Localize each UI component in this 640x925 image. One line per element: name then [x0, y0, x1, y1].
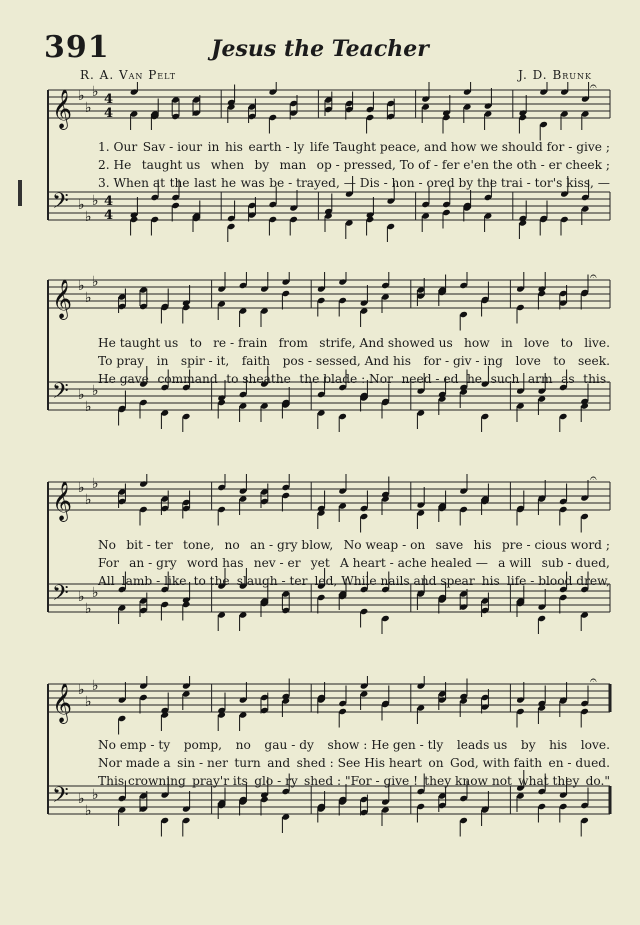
flat-icon: ♭	[78, 682, 85, 698]
lyric-syllable: This crowning	[98, 774, 186, 788]
lyric-syllable: All	[98, 574, 115, 588]
lyric-syllable: to	[560, 336, 573, 350]
music-system-2	[0, 272, 640, 432]
lyric-syllable: this.	[583, 372, 610, 386]
staff-notation	[0, 272, 640, 432]
lyric-syllable: pre - cious word ;	[501, 538, 610, 552]
flat-icon: ♭	[78, 88, 85, 104]
lyric-syllable: in	[500, 336, 513, 350]
lyric-syllable: command	[157, 372, 218, 386]
flat-icon: ♭	[85, 399, 92, 415]
verse-line	[98, 774, 610, 788]
flat-icon: ♭	[85, 803, 92, 819]
music-composer: J. D. Brunk	[518, 68, 592, 82]
lyric-syllable: A heart - ache healed —	[339, 556, 488, 570]
lyric-syllable: yet	[310, 556, 330, 570]
lyric-syllable: an - gry blow,	[250, 538, 334, 552]
lyric-syllable: be - trayed, — Dis - hon - ored by the trai - tor's kiss, —	[269, 176, 610, 190]
lyric-syllable: No emp - ty	[98, 738, 171, 752]
lyric-syllable: shed : See His heart	[296, 756, 422, 770]
treble-clef-icon: 𝄞	[52, 279, 73, 319]
lyric-syllable: last	[194, 176, 217, 190]
lyric-syllable: life Taught peace, and how we should for - give ;	[309, 140, 610, 154]
lyric-syllable: led, While nails and spear	[314, 574, 475, 588]
flat-icon: ♭	[85, 209, 92, 225]
lyric-syllable: for - giv - ing	[423, 354, 503, 368]
lyric-syllable: how	[464, 336, 490, 350]
flat-icon: ♭	[85, 100, 92, 116]
lyric-syllable: seek.	[578, 354, 610, 368]
bass-clef-icon: 𝄢	[52, 379, 69, 409]
lyric-syllable: gau - dy	[264, 738, 314, 752]
music-system-3	[0, 474, 640, 634]
lyric-syllable: do."	[585, 774, 610, 788]
lyric-syllable: pray'r its	[192, 774, 248, 788]
lyric-syllable: love.	[580, 738, 610, 752]
lyric-syllable: as	[561, 372, 575, 386]
lyric-syllable: lamb - like	[121, 574, 187, 588]
flat-icon: ♭	[85, 492, 92, 508]
lyric-syllable: to the	[193, 574, 230, 588]
lyric-syllable: nev - er	[253, 556, 301, 570]
lyric-syllable: strife, And showed us	[319, 336, 453, 350]
flat-icon: ♭	[78, 791, 85, 807]
flat-icon: ♭	[92, 787, 99, 803]
lyric-syllable: in	[207, 140, 220, 154]
lyric-syllable: taught us	[141, 158, 201, 172]
verse-line	[98, 538, 610, 552]
lyric-syllable: He gave	[98, 372, 149, 386]
flat-icon: ♭	[85, 601, 92, 617]
fermata-icon: 𝄐	[590, 272, 597, 283]
lyric-syllable: sub - dued,	[541, 556, 610, 570]
lyric-syllable: To pray	[98, 354, 145, 368]
lyric-syllable: glo - ry	[254, 774, 298, 788]
lyric-syllable: slaugh - ter	[236, 574, 308, 588]
fermata-icon: 𝄐	[590, 82, 597, 93]
lyric-syllable: the blade : Nor	[299, 372, 393, 386]
lyric-syllable: pos - sessed, And his	[282, 354, 411, 368]
time-signature-icon: 4	[104, 106, 114, 121]
lyric-syllable: arm	[527, 372, 553, 386]
lyric-syllable: no	[235, 738, 251, 752]
lyric-syllable: No	[98, 538, 117, 552]
lyric-syllable: to sheathe	[226, 372, 291, 386]
hymn-number: 391	[44, 30, 110, 65]
lyric-syllable: by	[520, 738, 536, 752]
flat-icon: ♭	[85, 290, 92, 306]
flat-icon: ♭	[92, 678, 99, 694]
words-author: R. A. Van Pelt	[80, 68, 177, 82]
lyric-syllable: word has	[186, 556, 244, 570]
hymn-title: Jesus the Teacher	[211, 36, 429, 62]
lyric-syllable: save	[435, 538, 464, 552]
verse-line	[98, 574, 610, 588]
lyric-syllable: need - ed	[401, 372, 459, 386]
treble-clef-icon: 𝄞	[52, 683, 73, 723]
lyric-syllable: For	[98, 556, 119, 570]
time-signature-icon: 4	[104, 92, 114, 107]
lyric-syllable: 3. When at	[98, 176, 165, 190]
lyric-syllable: show : He gen - tly	[327, 738, 444, 752]
time-signature-icon: 4	[104, 194, 114, 209]
lyric-syllable: what they	[518, 774, 580, 788]
lyric-syllable: the	[169, 176, 190, 190]
verse-line	[98, 738, 610, 752]
verse-line	[98, 556, 610, 570]
flat-icon: ♭	[92, 274, 99, 290]
treble-clef-icon: 𝄞	[52, 89, 73, 129]
lyric-syllable: to	[189, 336, 202, 350]
lyric-syllable: love	[524, 336, 550, 350]
lyric-syllable: in	[156, 354, 169, 368]
music-system-4	[0, 676, 640, 846]
lyric-syllable: an - gry	[129, 556, 177, 570]
lyric-syllable: en - dued.	[548, 756, 610, 770]
lyric-syllable: sin - ner	[177, 756, 228, 770]
flat-icon: ♭	[78, 480, 85, 496]
lyric-syllable: such	[490, 372, 520, 386]
lyric-syllable: tone,	[183, 538, 215, 552]
lyric-syllable: earth - ly	[248, 140, 305, 154]
lyric-syllable: when	[210, 158, 245, 172]
music-system-1	[0, 82, 640, 242]
lyric-syllable: no	[224, 538, 240, 552]
verse-line	[98, 336, 610, 350]
fermata-icon: 𝄐	[590, 676, 597, 687]
lyric-syllable: He taught us	[98, 336, 179, 350]
flat-icon: ♭	[92, 84, 99, 100]
treble-clef-icon: 𝄞	[52, 481, 73, 521]
lyric-syllable: God, with faith	[450, 756, 543, 770]
lyric-syllable: live.	[584, 336, 610, 350]
flat-icon: ♭	[78, 278, 85, 294]
lyric-syllable: re - frain	[213, 336, 268, 350]
lyric-syllable: life - blood drew,	[506, 574, 610, 588]
lyric-syllable: from	[278, 336, 308, 350]
fermata-icon: 𝄐	[590, 474, 597, 485]
flat-icon: ♭	[92, 585, 99, 601]
verse-line	[98, 140, 610, 154]
lyric-syllable: 1. Our	[98, 140, 138, 154]
lyric-syllable: bit - ter	[126, 538, 173, 552]
lyric-syllable: Nor made a	[98, 756, 171, 770]
flat-icon: ♭	[92, 193, 99, 209]
staff-notation	[0, 474, 640, 634]
lyric-syllable: op - pressed, To of - fer e'en the oth - er cheek ;	[316, 158, 610, 172]
lyric-syllable: love	[515, 354, 541, 368]
flat-icon: ♭	[92, 476, 99, 492]
verse-line	[98, 756, 610, 770]
lyric-syllable: he	[466, 372, 483, 386]
flat-icon: ♭	[92, 383, 99, 399]
flat-icon: ♭	[78, 589, 85, 605]
flat-icon: ♭	[78, 197, 85, 213]
lyric-syllable: they know not	[424, 774, 512, 788]
lyric-syllable: he	[221, 176, 237, 190]
lyric-syllable: was	[240, 176, 265, 190]
flat-icon: ♭	[78, 387, 85, 403]
flat-icon: ♭	[85, 694, 92, 710]
lyric-syllable: No weap - on	[343, 538, 426, 552]
lyric-syllable: to	[553, 354, 566, 368]
lyric-syllable: his	[481, 574, 500, 588]
verse-line	[98, 372, 610, 386]
lyric-syllable: faith	[241, 354, 271, 368]
verse-line	[98, 176, 610, 190]
time-signature-icon: 4	[104, 208, 114, 223]
lyric-syllable: by	[254, 158, 270, 172]
lyric-syllable: 2. He	[98, 158, 132, 172]
bass-clef-icon: 𝄢	[52, 189, 69, 219]
verse-line	[98, 158, 610, 172]
lyric-syllable: his	[224, 140, 243, 154]
lyric-syllable: his	[549, 738, 568, 752]
bass-clef-icon: 𝄢	[52, 783, 69, 813]
verse-line	[98, 354, 610, 368]
lyric-syllable: on	[428, 756, 444, 770]
lyric-syllable: spir - it,	[180, 354, 230, 368]
lyric-syllable: pomp,	[183, 738, 223, 752]
lyric-syllable: a will	[498, 556, 532, 570]
lyric-syllable: leads us	[456, 738, 508, 752]
lyric-syllable: man	[279, 158, 307, 172]
lyric-syllable: turn	[234, 756, 261, 770]
bass-clef-icon: 𝄢	[52, 581, 69, 611]
lyric-syllable: shed : "For - give !	[304, 774, 419, 788]
lyric-syllable: and	[267, 756, 291, 770]
lyric-syllable: his	[473, 538, 492, 552]
lyric-syllable: Sav - iour	[142, 140, 203, 154]
